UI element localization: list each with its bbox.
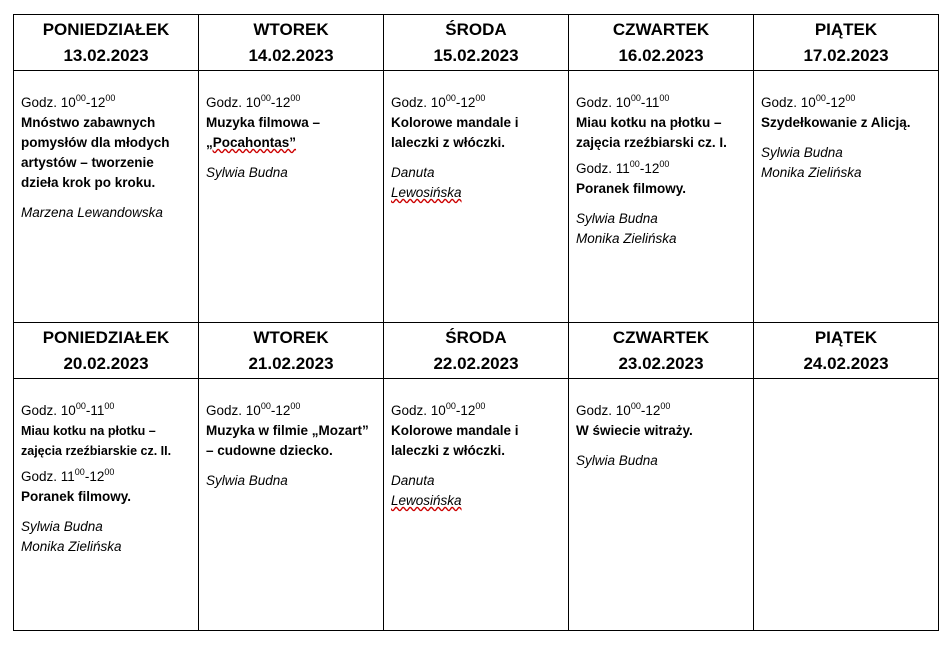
schedule-sheet <box>13 14 938 645</box>
activity-slot <box>761 93 932 133</box>
person-name: Monika Zielińska <box>761 165 862 180</box>
person-name: Danuta Lewosińska <box>391 473 462 508</box>
day-name: ŚRODA <box>445 20 507 39</box>
day-cell <box>384 379 569 631</box>
day-date: 21.02.2023 <box>248 354 334 373</box>
activity-title: Poranek filmowy. <box>576 181 687 196</box>
day-cell <box>754 71 939 323</box>
activity-slot <box>21 93 192 193</box>
week-1-header-row <box>14 15 939 71</box>
day-name: WTOREK <box>253 328 329 347</box>
day-name: PONIEDZIAŁEK <box>42 20 170 39</box>
day-name: ŚRODA <box>445 328 507 347</box>
day-cell <box>14 379 199 631</box>
activity-time: Godz. $10^{00}-11^{00}$ <box>576 92 670 110</box>
activity-persons <box>21 517 192 557</box>
day-cell <box>14 71 199 323</box>
activity-slot <box>391 401 562 461</box>
day-date: 20.02.2023 <box>63 354 149 373</box>
activity-persons <box>576 451 747 471</box>
day-header <box>754 15 939 71</box>
activity-slot <box>576 93 747 153</box>
activity-persons <box>206 163 377 183</box>
activity-slot <box>21 467 192 507</box>
person-name: Sylwia Budna <box>206 165 288 180</box>
day-date: 23.02.2023 <box>618 354 704 373</box>
activity-time: Godz. $10^{00}-12^{00}$ <box>391 400 486 418</box>
activity-title: W świecie witraży. <box>576 423 693 438</box>
activity-title: Mnóstwo zabawnych pomysłów dla młodych artystów – tworzenie dzieła krok po kroku. <box>21 115 170 190</box>
day-name: CZWARTEK <box>612 20 710 39</box>
day-date: 14.02.2023 <box>248 46 334 65</box>
activity-persons <box>391 471 562 511</box>
person-name: Sylwia Budna <box>206 473 288 488</box>
day-header <box>14 15 199 71</box>
activity-slot <box>576 401 747 441</box>
activity-time: Godz. $10^{00}-12^{00}$ <box>761 92 856 110</box>
week-1-body-row <box>14 71 939 323</box>
day-date: 24.02.2023 <box>803 354 889 373</box>
activity-persons <box>206 471 377 491</box>
day-cell <box>199 379 384 631</box>
activity-title: Muzyka w filmie „Mozart” – cudowne dziecko. <box>206 423 369 458</box>
activity-title: Muzyka filmowa – „Pocahontas” <box>206 115 321 150</box>
week-2-header-row <box>14 323 939 379</box>
person-name: Marzena Lewandowska <box>21 205 163 220</box>
day-header <box>754 323 939 379</box>
day-header <box>384 15 569 71</box>
activity-title: Kolorowe mandale i laleczki z włóczki. <box>391 115 519 150</box>
day-name: CZWARTEK <box>612 328 710 347</box>
day-date: 15.02.2023 <box>433 46 519 65</box>
activity-slot <box>21 401 192 461</box>
day-cell <box>384 71 569 323</box>
activity-title: Miau kotku na płotku – zajęcia rzeźbiarski cz. I. <box>576 115 727 150</box>
day-header <box>14 323 199 379</box>
day-header <box>199 323 384 379</box>
activity-slot <box>206 401 377 461</box>
day-header <box>199 15 384 71</box>
activity-time: Godz. $10^{00}-12^{00}$ <box>206 92 301 110</box>
day-header <box>569 15 754 71</box>
person-name: Sylwia Budna <box>576 453 658 468</box>
schedule-table <box>13 14 939 631</box>
day-header <box>384 323 569 379</box>
activity-time: Godz. $11^{00}-12^{00}$ <box>576 158 670 176</box>
person-name: Monika Zielińska <box>576 231 677 246</box>
activity-persons <box>391 163 562 203</box>
day-name: PONIEDZIAŁEK <box>42 328 170 347</box>
day-name: PIĄTEK <box>814 328 878 347</box>
person-name: Sylwia Budna <box>761 145 843 160</box>
day-cell <box>569 71 754 323</box>
day-date: 13.02.2023 <box>63 46 149 65</box>
activity-time: Godz. $11^{00}-12^{00}$ <box>21 466 115 484</box>
day-cell-empty <box>754 379 939 631</box>
day-date: 16.02.2023 <box>618 46 704 65</box>
day-cell <box>199 71 384 323</box>
activity-title: Kolorowe mandale i laleczki z włóczki. <box>391 423 519 458</box>
person-name: Danuta Lewosińska <box>391 165 462 200</box>
activity-title: Miau kotku na płotku – zajęcia rzeźbiarskie cz. II. <box>21 424 172 458</box>
activity-slot <box>391 93 562 153</box>
activity-slot <box>576 159 747 199</box>
day-date: 22.02.2023 <box>433 354 519 373</box>
activity-time: Godz. $10^{00}-12^{00}$ <box>576 400 671 418</box>
activity-persons <box>21 203 192 223</box>
person-name: Sylwia Budna <box>576 211 658 226</box>
activity-persons <box>761 143 932 183</box>
day-name: PIĄTEK <box>814 20 878 39</box>
activity-time: Godz. $10^{00}-12^{00}$ <box>206 400 301 418</box>
day-date: 17.02.2023 <box>803 46 889 65</box>
activity-title: Poranek filmowy. <box>21 489 132 504</box>
day-cell <box>569 379 754 631</box>
activity-time: Godz. $10^{00}-11^{00}$ <box>21 400 115 418</box>
day-header <box>569 323 754 379</box>
day-name: WTOREK <box>253 20 329 39</box>
activity-slot <box>206 93 377 153</box>
activity-persons <box>576 209 747 249</box>
activity-time: Godz. $10^{00}-12^{00}$ <box>21 92 116 110</box>
activity-title: Szydełkowanie z Alicją. <box>761 115 911 130</box>
week-2-body-row <box>14 379 939 631</box>
activity-time: Godz. $10^{00}-12^{00}$ <box>391 92 486 110</box>
person-name: Sylwia Budna <box>21 519 103 534</box>
person-name: Monika Zielińska <box>21 539 122 554</box>
